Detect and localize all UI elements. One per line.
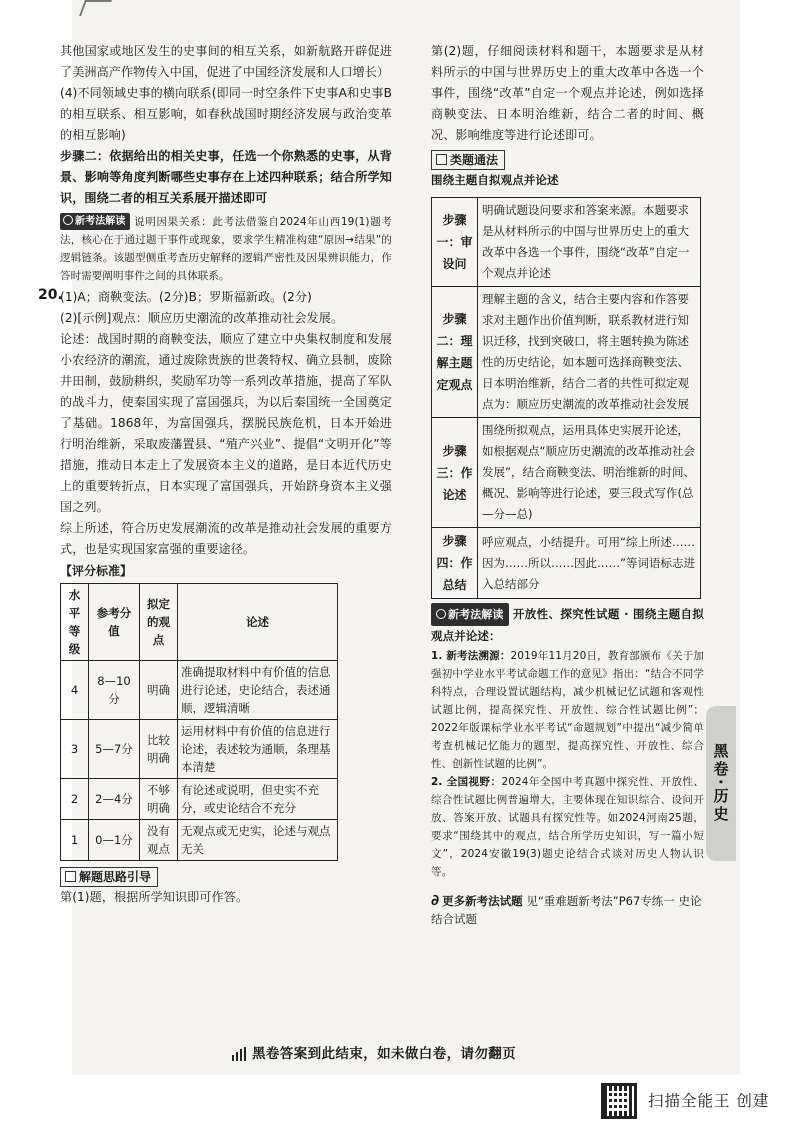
step-text: 围绕所拟观点，运用具体史实展开论述，如根据观点“顺应历史潮流的改革推动社会发展”，结合商鞅变法、明治维新的时间、概况、影响等进行论述，要三段式写作(总—分—总) bbox=[478, 418, 701, 528]
new-method-heading bbox=[431, 603, 704, 647]
step-text: 呼应观点，小结提升。可用“综上所述……因为……所以……因此……”等词语标志进入总结部分 bbox=[478, 528, 701, 599]
step-text: 明确试题设问要求和答案来源。本题要求是从材料所示的中国与世界历史上的重大改革中各选一个事件，围绕“改革”自定一个观点并论述 bbox=[478, 198, 701, 287]
item-1 bbox=[431, 647, 704, 773]
method-subtitle: 围绕主题自拟观点并论述 bbox=[431, 173, 559, 187]
cell: 0—1分 bbox=[89, 820, 140, 861]
cell: 准确提取材料中有价值的信息进行论述，史论结合，表述通顺，逻辑清晰 bbox=[178, 661, 338, 720]
cell: 不够明确 bbox=[140, 779, 178, 820]
step-row bbox=[432, 198, 701, 287]
answer-argument: 论述：战国时期的商鞅变法，顺应了建立中央集权制度和发展小农经济的潮流，通过废除贵族的世袭特权、确立县制，废除井田制，鼓励耕织，奖励军功等一系列改革措施，提高了军队的战斗力，使秦国实现了富国强兵，为以后秦国统一全国奠定了基础。1868年，为富国强兵，摆脱民族危机，日本开始进行明治维新，采取废藩置县、“殖产兴业”、提倡“文明开化”等措施，推动日本走上了发展资本主义的道路，是日本近代历史上的重要转折点，日本实现了富国强兵，开始跻身资本主义强国之列。 bbox=[60, 332, 392, 514]
step-row bbox=[432, 287, 701, 418]
pencil-icon bbox=[65, 871, 76, 882]
answer-viewpoint: (2)[示例]观点：顺应历史潮流的改革推动社会发展。 bbox=[60, 311, 344, 325]
bulb-icon bbox=[63, 215, 73, 225]
paragraph: (4)不同领域史事的横向联系(即同一时空条件下史事A和史事B的相互联系、相互影响，如春秋战国时期经济发展与政治变革的相互影响) bbox=[60, 86, 392, 142]
item-1-head: 1. 新考法溯源： bbox=[431, 650, 511, 662]
cell: 2—4分 bbox=[89, 779, 140, 820]
step-label: 步骤三：作论述 bbox=[432, 418, 478, 528]
guide-head bbox=[60, 867, 158, 887]
end-notice: 黑卷答案到此结束，如未做白卷，请勿翻页 bbox=[252, 1046, 517, 1062]
link-icon: ∂ bbox=[431, 891, 440, 909]
side-tab: 黑卷·历史 bbox=[706, 706, 736, 861]
bars-icon bbox=[232, 1047, 248, 1061]
item-1-text: 2019年11月20日，教育部颁布《关于加强初中学业水平考试命题工作的意见》指出：“结合不同学科特点，合理设置试题结构，减少机械记忆试题和客观性试题比例，提高探究性、开放性、综合性试题比例”；2022年版课标学业水平考试“命题规划”中提出“减少简单考查机械记忆能力的题型，提高探究性、开放性、综合性、创新性试题的比例”。 bbox=[431, 650, 705, 770]
cell: 1 bbox=[61, 820, 89, 861]
method-head bbox=[431, 150, 505, 170]
tag-label: 新考法解读 bbox=[75, 216, 126, 227]
scanner-watermark: 扫描全能王 创建 bbox=[648, 1092, 770, 1110]
guide-paragraph: 第(1)题，根据所学知识即可作答。 bbox=[60, 890, 249, 904]
left-column bbox=[38, 41, 392, 908]
cell: 无观点或无史实，论述与观点无关 bbox=[178, 820, 338, 861]
cell: 比较明确 bbox=[140, 720, 178, 779]
cell: 没有观点 bbox=[140, 820, 178, 861]
step-row bbox=[432, 418, 701, 528]
answer-part-1: (1)A；商鞅变法。(2分)B；罗斯福新政。(2分) bbox=[60, 290, 312, 304]
more-questions bbox=[431, 891, 704, 928]
cell: 5—7分 bbox=[89, 720, 140, 779]
step-row bbox=[432, 528, 701, 599]
cell: 明确 bbox=[140, 661, 178, 720]
criteria-row bbox=[61, 820, 338, 861]
item-2-text: 2024年全国中考真题中探究性、开放性、综合性试题比例普遍增大，主要体现在知识综合、设问开放、答案开放、试题具有探究性等。如2024河南25题，要求“围绕其中的观点，结合所学历史知识，写一篇小短文”，2024安徽19(3)题史论结合式谈对历史人物认识等。 bbox=[431, 776, 704, 878]
more-bold: 更多新考法试题 bbox=[442, 894, 523, 908]
cell: 8—10分 bbox=[89, 661, 140, 720]
answer-20 bbox=[38, 287, 392, 560]
paragraph: 其他国家或地区发生的史事间的相互关系，如新航路开辟促进了美洲高产作物传入中国，促进了中国经济发展和人口增长） bbox=[60, 44, 392, 79]
guide-head-label: 解题思路引导 bbox=[79, 870, 152, 884]
bulb-icon bbox=[436, 609, 446, 619]
new-method-tag bbox=[431, 603, 509, 626]
tag-label: 新考法解读 bbox=[448, 608, 504, 621]
qr-code-icon bbox=[601, 1083, 637, 1119]
criteria-row bbox=[61, 661, 338, 720]
step-label: 步骤四：作总结 bbox=[432, 528, 478, 599]
step-text: 理解主题的含义，结合主要内容和作答要求对主题作出价值判断，联系教材进行知识迁移，找到突破口，将主题转换为陈述性的历史结论，如本题可选择商鞅变法、日本明治维新，结合二者的共性可拟定观点为：顺应历史潮流的改革推动社会发展 bbox=[478, 287, 701, 418]
criteria-table bbox=[60, 583, 338, 861]
item-2-head: 2. 全国视野： bbox=[431, 776, 502, 788]
criteria-header-row bbox=[61, 584, 338, 661]
step-label: 步骤二：理解主题定观点 bbox=[432, 287, 478, 418]
cell: 2 bbox=[61, 779, 89, 820]
method-head-label: 类题通法 bbox=[450, 153, 499, 167]
col-header: 参考分值 bbox=[89, 584, 140, 661]
wrench-icon bbox=[436, 154, 447, 165]
criteria-title: 【评分标准】 bbox=[60, 564, 133, 578]
col-header: 论述 bbox=[178, 584, 338, 661]
cell: 运用材料中有价值的信息进行论述，表述较为通顺，条理基本清楚 bbox=[178, 720, 338, 779]
criteria-row bbox=[61, 720, 338, 779]
new-method-paragraph bbox=[60, 213, 392, 285]
new-method-title: 开放性、探究性试题 · 围绕主题自拟观点并论述： bbox=[431, 607, 704, 643]
new-method-text: 说明因果关系：此考法借鉴自2024年山西19(1)题考法，核心在于通过题干事件或现象，要求学生精准构建“原因→结果”的逻辑链条。该题型侧重考查历史解释的逻辑严密性及因果辨识能力，作答时需要阐明事件之间的具体联系。 bbox=[60, 216, 392, 282]
item-2 bbox=[431, 773, 704, 881]
new-method-tag bbox=[60, 213, 130, 230]
col-header: 水平等级 bbox=[61, 584, 89, 661]
step-two-paragraph: 步骤二：依据给出的相关史事，任选一个你熟悉的史事，从背景、影响等角度判断哪些史事存在上述四种联系；结合所学知识，围绕二者的相互关系展开描述即可 bbox=[60, 149, 392, 205]
paragraph: 第(2)题，仔细阅读材料和题干，本题要求是从材料所示的中国与世界历史上的重大改革中各选一个事件，围绕“改革”自定一个观点并论述，例如选择商鞅变法、日本明治维新，结合二者的时间、概况、影响维度等进行论述即可。 bbox=[431, 44, 704, 142]
question-number: 20. bbox=[38, 287, 63, 303]
col-header: 拟定的观点 bbox=[140, 584, 178, 661]
right-column bbox=[431, 41, 704, 928]
cell: 有论述或说明，但史实不充分，或史论结合不充分 bbox=[178, 779, 338, 820]
answer-conclusion: 综上所述，符合历史发展潮流的改革是推动社会发展的重要方式，也是实现国家富强的重要途径。 bbox=[60, 521, 392, 556]
cell: 3 bbox=[61, 720, 89, 779]
step-label: 步骤一：审设问 bbox=[432, 198, 478, 287]
steps-table bbox=[431, 197, 701, 599]
cell: 4 bbox=[61, 661, 89, 720]
more-rest: 见“重难题新考法”P67专练一 史论结合试题 bbox=[431, 894, 702, 926]
criteria-row bbox=[61, 779, 338, 820]
